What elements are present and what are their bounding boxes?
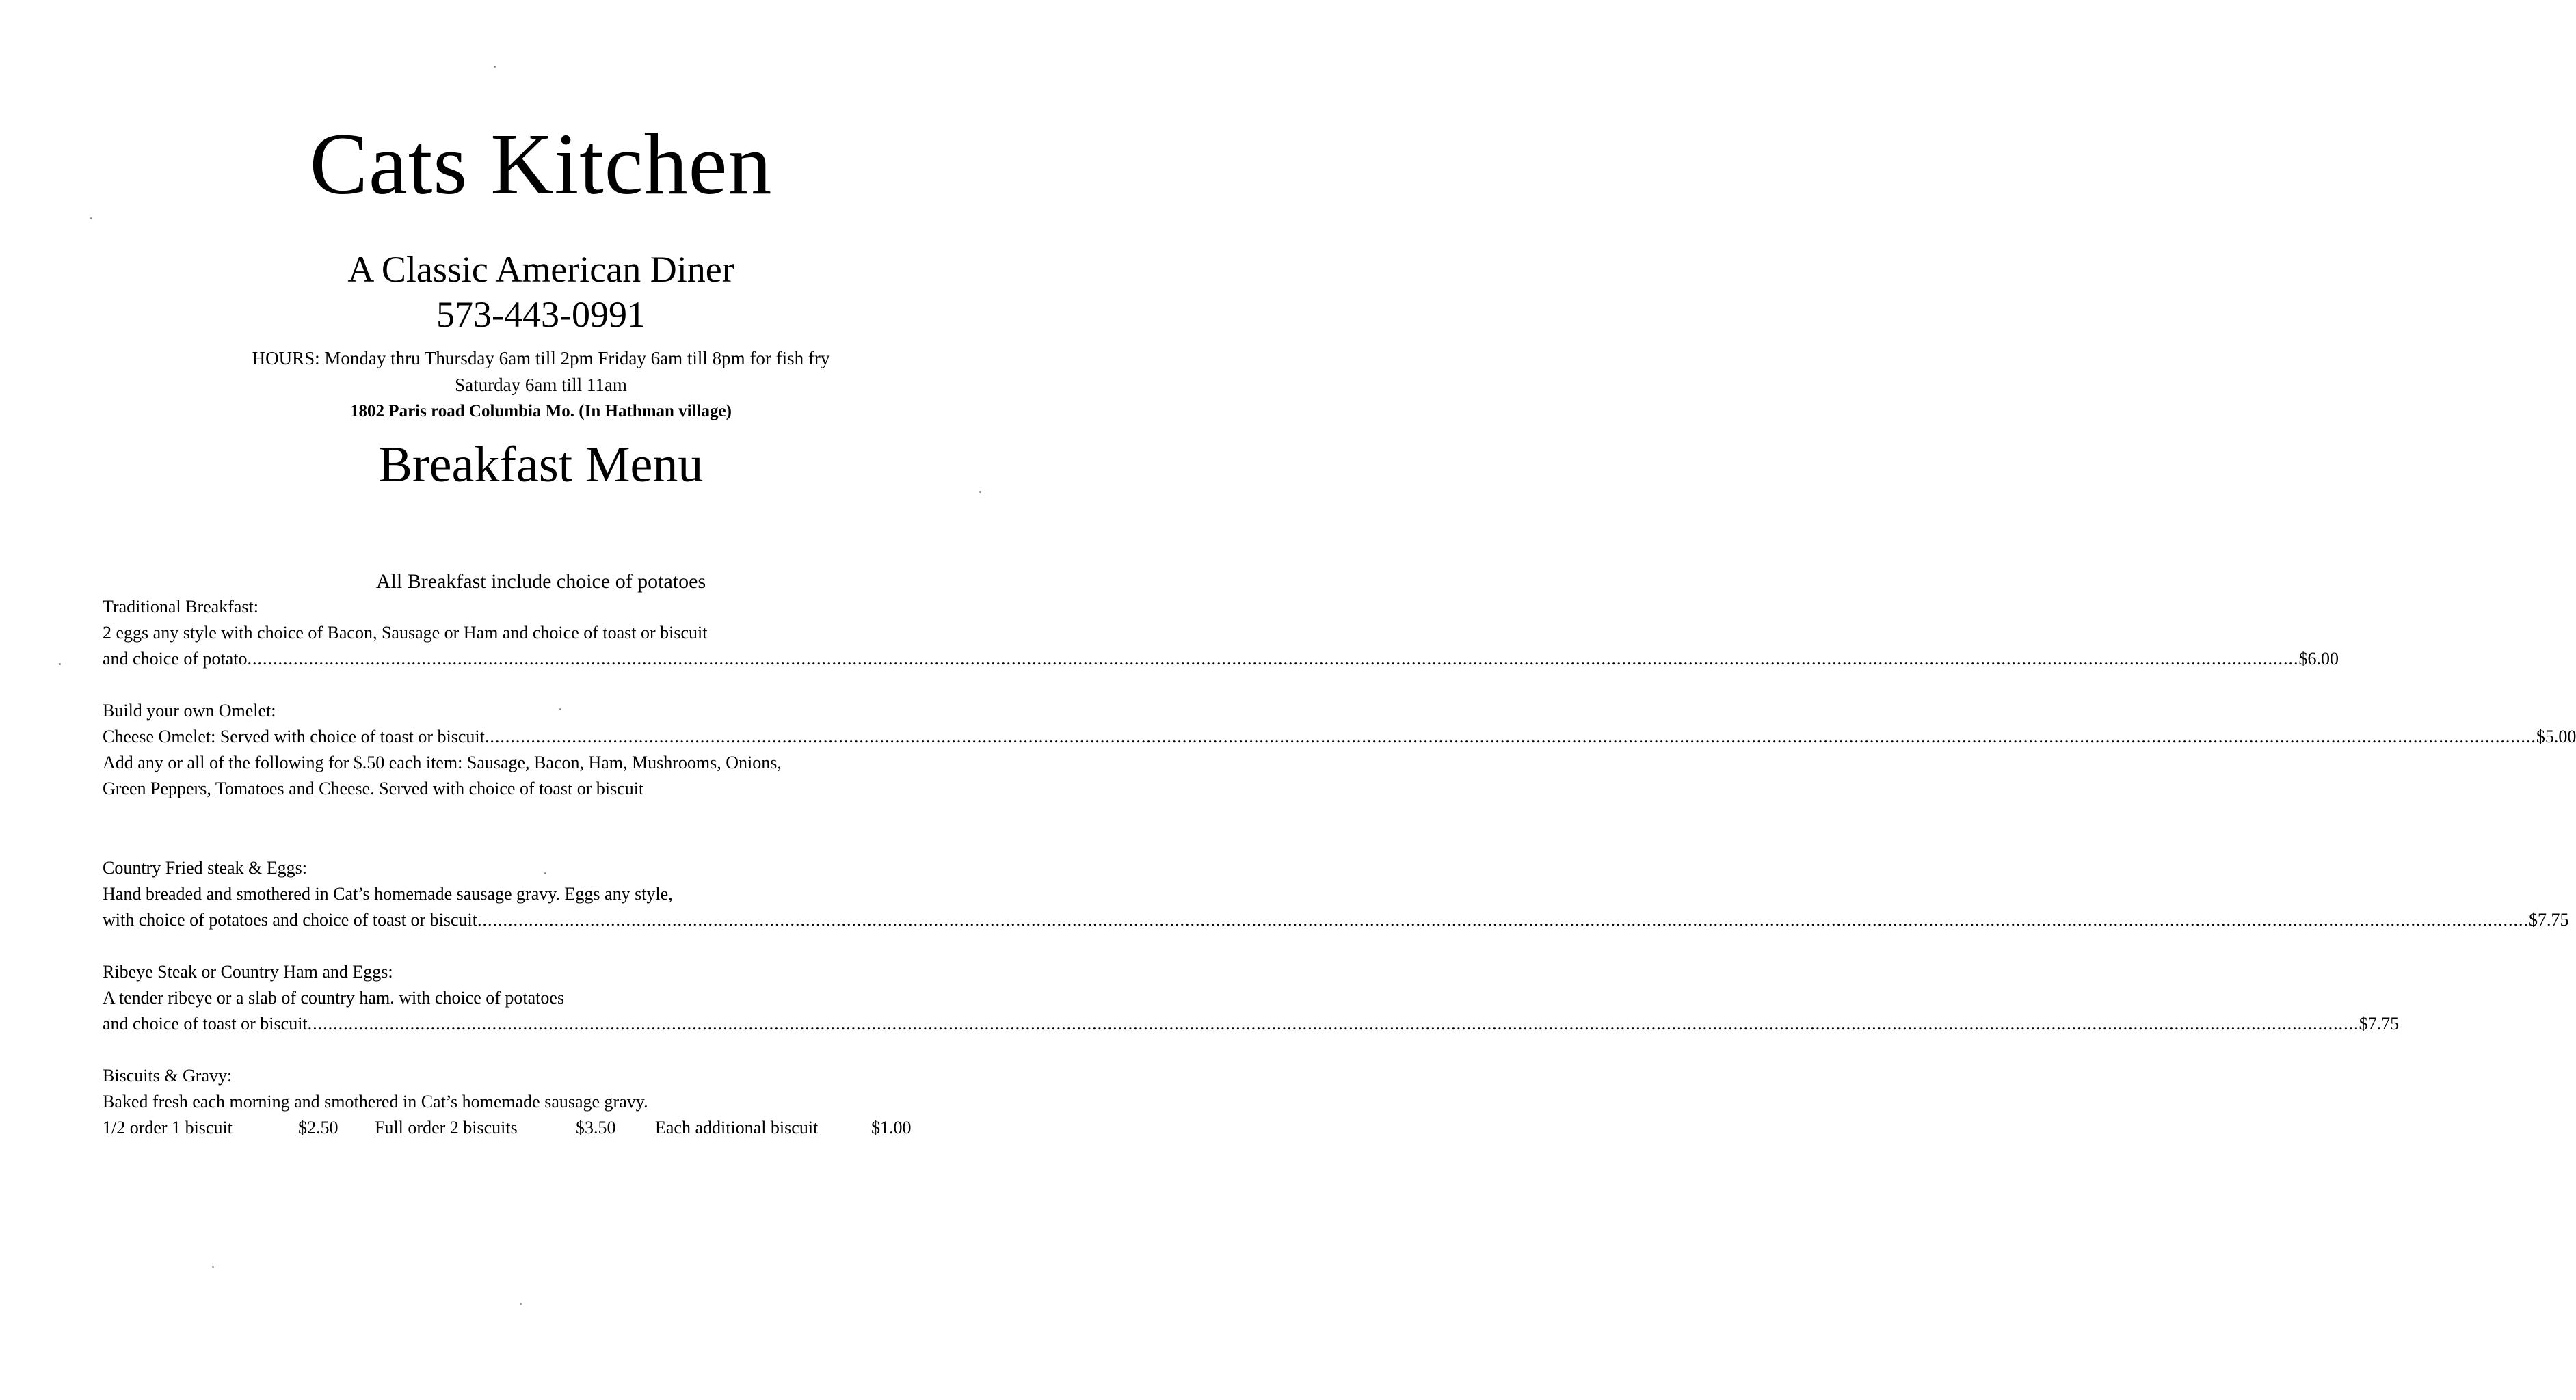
biscuit-extra-price: $1.00 xyxy=(871,1118,912,1138)
item-name-ribeye: Ribeye Steak or Country Ham and Eggs: xyxy=(103,962,393,982)
item-price-traditional: $6.00 xyxy=(2298,649,2339,669)
item-price-omelet: $5.00 xyxy=(2536,727,2576,746)
item-desc-country-fried-2: with choice of potatoes and choice of toast or biscuit xyxy=(103,910,478,930)
dot-leader: ................................................................................................................................................................................................................................................................................................................................................................................................................ xyxy=(484,727,2536,746)
item-desc-ribeye: A tender ribeye or a slab of country ham. with choice of potatoes xyxy=(103,988,565,1008)
biscuit-half-price: $2.50 xyxy=(298,1118,338,1138)
restaurant-name: Cats Kitchen xyxy=(309,116,773,213)
restaurant-tagline: A Classic American Diner xyxy=(347,249,734,290)
item-desc-omelet-3: Green Peppers, Tomatoes and Cheese. Served with choice of toast or biscuit xyxy=(103,779,644,798)
item-name-traditional: Traditional Breakfast: xyxy=(103,597,258,617)
potatoes-note: All Breakfast include choice of potatoes xyxy=(375,570,706,593)
biscuit-extra-label: Each additional biscuit xyxy=(655,1118,819,1138)
hours-line-1: HOURS: Monday thru Thursday 6am till 2pm Friday 6am till 8pm for fish fry xyxy=(252,348,830,368)
item-desc-omelet-2: Add any or all of the following for $.50 each item: Sausage, Bacon, Ham, Mushrooms, Onions, xyxy=(103,753,782,772)
item-price-country-fried: $7.75 xyxy=(2529,910,2569,930)
item-desc-biscuits: Baked fresh each morning and smothered in Cat’s homemade sausage gravy. xyxy=(103,1092,648,1112)
item-name-omelet: Build your own Omelet: xyxy=(103,701,276,721)
price-line-ribeye xyxy=(103,1012,2400,1036)
item-price-ribeye: $7.75 xyxy=(2359,1014,2400,1034)
phone-number: 573-443-0991 xyxy=(436,294,646,335)
hours-line-2: Saturday 6am till 11am xyxy=(455,375,627,395)
biscuit-full-label: Full order 2 biscuits xyxy=(375,1118,518,1138)
scan-speck xyxy=(520,1303,522,1305)
scan-speck xyxy=(979,491,981,493)
biscuit-full-price: $3.50 xyxy=(576,1118,616,1138)
item-name-country-fried: Country Fried steak & Eggs: xyxy=(103,858,307,878)
scan-speck xyxy=(212,1266,214,1268)
scan-speck xyxy=(559,708,561,710)
menu-title: Breakfast Menu xyxy=(378,437,704,493)
biscuit-half-label: 1/2 order 1 biscuit xyxy=(103,1118,233,1138)
item-desc-traditional-2: and choice of potato xyxy=(103,649,248,669)
item-desc-country-fried: Hand breaded and smothered in Cat’s homemade sausage gravy. Eggs any style, xyxy=(103,884,673,904)
price-line-omelet xyxy=(103,725,2576,749)
biscuit-prices-row xyxy=(103,1116,937,1140)
dot-leader: ................................................................................................................................................................................................................................................................................................................................................................................................................ xyxy=(307,1014,2359,1034)
item-desc-traditional: 2 eggs any style with choice of Bacon, Sausage or Ham and choice of toast or biscuit xyxy=(103,623,708,643)
address: 1802 Paris road Columbia Mo. (In Hathman village) xyxy=(350,402,732,420)
price-line-country-fried xyxy=(103,908,2569,932)
price-line-traditional xyxy=(103,647,2339,671)
item-name-biscuits: Biscuits & Gravy: xyxy=(103,1066,233,1086)
scan-speck xyxy=(90,217,92,219)
item-desc-omelet: Cheese Omelet: Served with choice of toast or biscuit xyxy=(103,727,485,746)
scan-speck xyxy=(494,66,496,68)
scan-speck xyxy=(59,663,61,665)
item-desc-ribeye-2: and choice of toast or biscuit xyxy=(103,1014,308,1034)
dot-leader: ................................................................................................................................................................................................................................................................................................................................................................................................................ xyxy=(247,649,2299,669)
dot-leader: ................................................................................................................................................................................................................................................................................................................................................................................................................ xyxy=(477,910,2529,930)
scan-speck xyxy=(544,872,546,874)
